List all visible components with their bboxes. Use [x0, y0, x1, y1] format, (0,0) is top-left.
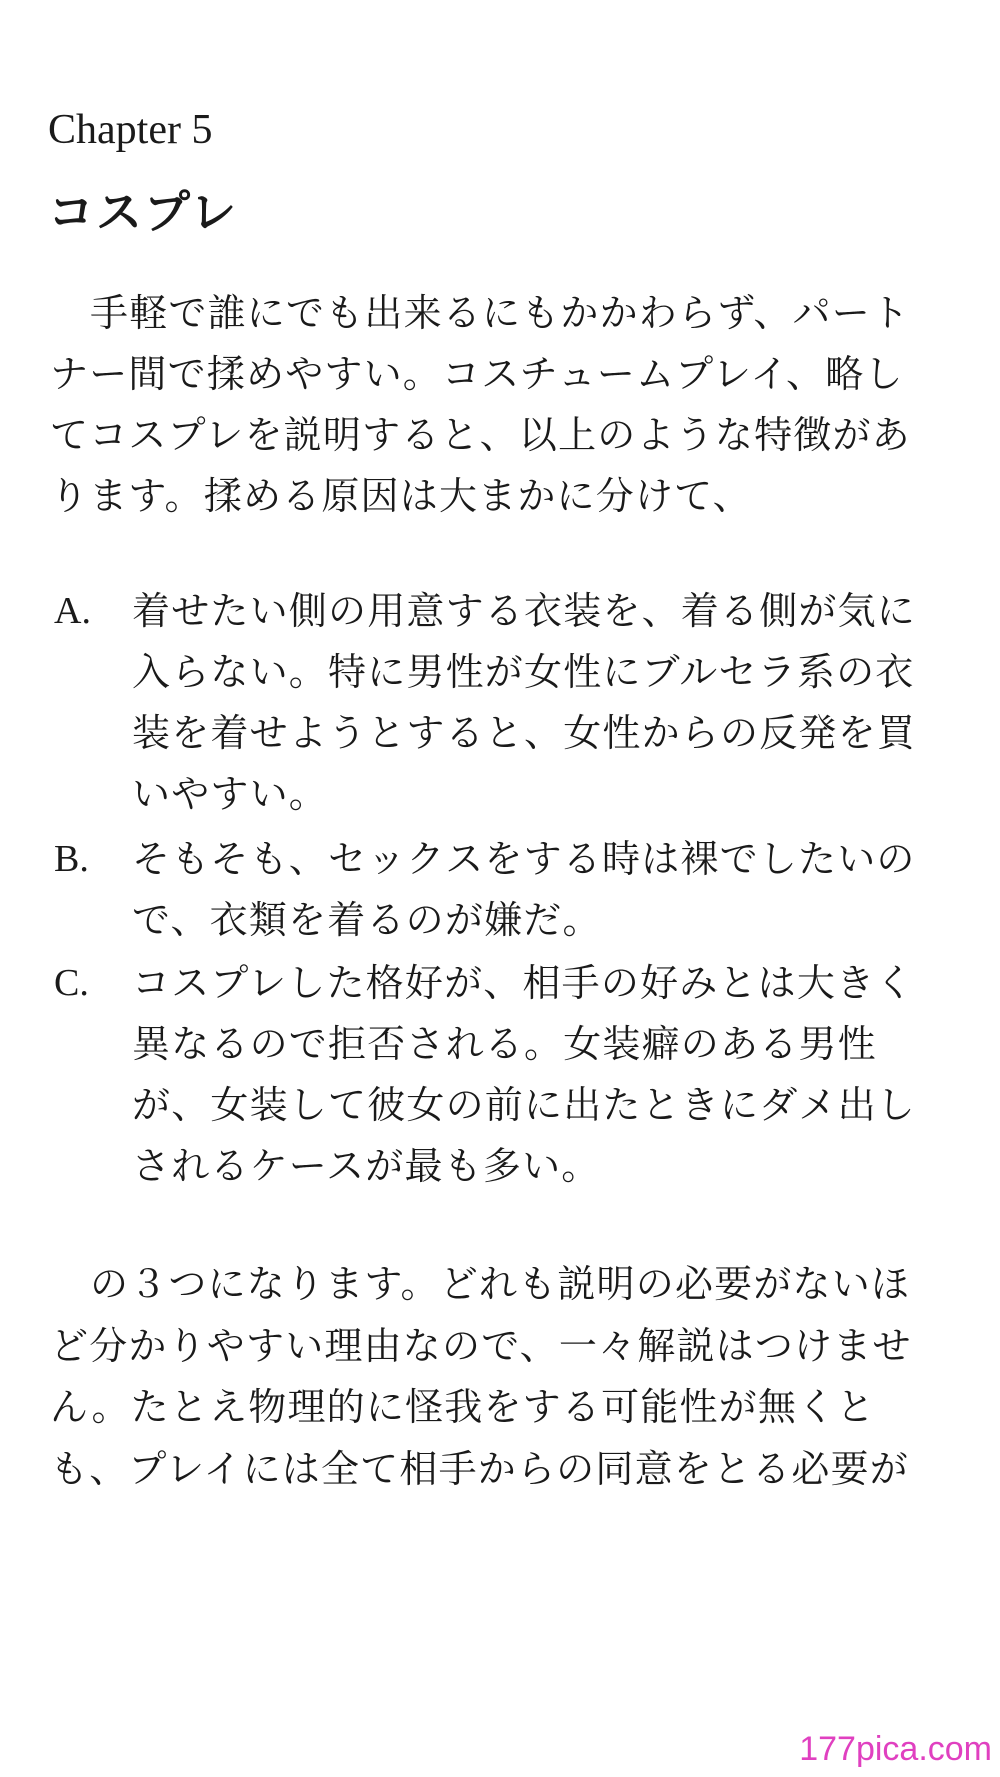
chapter-label: Chapter 5	[48, 107, 213, 153]
watermark: 177pica.com	[799, 1730, 992, 1768]
chapter-title: コスプレ	[48, 185, 239, 239]
list-marker: A.	[54, 590, 91, 632]
paragraph-line: ナー間で揉めやすい。コスチュームプレイ、略し	[50, 352, 904, 396]
list-marker: B.	[54, 838, 89, 880]
list-item-line: 入らない。特に男性が女性にブルセラ系の衣	[132, 650, 915, 694]
paragraph-line: ど分かりやすい理由なので、一々解説はつけませ	[50, 1324, 912, 1368]
paragraph-line: 手軽で誰にでも出来るにもかかわらず、パート	[90, 291, 911, 335]
list-marker: C.	[54, 962, 89, 1004]
list-item-line: 着せたい側の用意する衣装を、着る側が気に	[132, 589, 917, 633]
list-item-line: コスプレした格好が、相手の好みとは大きく	[132, 961, 915, 1005]
list-item-line: が、女装して彼女の前に出たときにダメ出し	[132, 1083, 917, 1127]
paragraph-line: ります。揉める原因は大まかに分けて、	[50, 474, 752, 518]
paragraph-line: の３つになります。どれも説明の必要がないほ	[90, 1262, 911, 1306]
paragraph-line: も、プレイには全て相手からの同意をとる必要が	[50, 1447, 909, 1491]
paragraph-line: てコスプレを説明すると、以上のような特徴があ	[50, 413, 911, 457]
list-item-line: で、衣類を着るのが嫌だ。	[132, 898, 602, 942]
paragraph-line: ん。たとえ物理的に怪我をする可能性が無くと	[50, 1385, 876, 1429]
list-item-line: 異なるので拒否される。女装癖のある男性	[132, 1022, 877, 1066]
list-item-line: そもそも、セックスをする時は裸でしたいの	[132, 837, 916, 881]
list-item-line: されるケースが最も多い。	[132, 1144, 601, 1188]
list-item-line: 装を着せようとすると、女性からの反発を買	[132, 711, 917, 755]
list-item-line: いやすい。	[132, 772, 329, 816]
